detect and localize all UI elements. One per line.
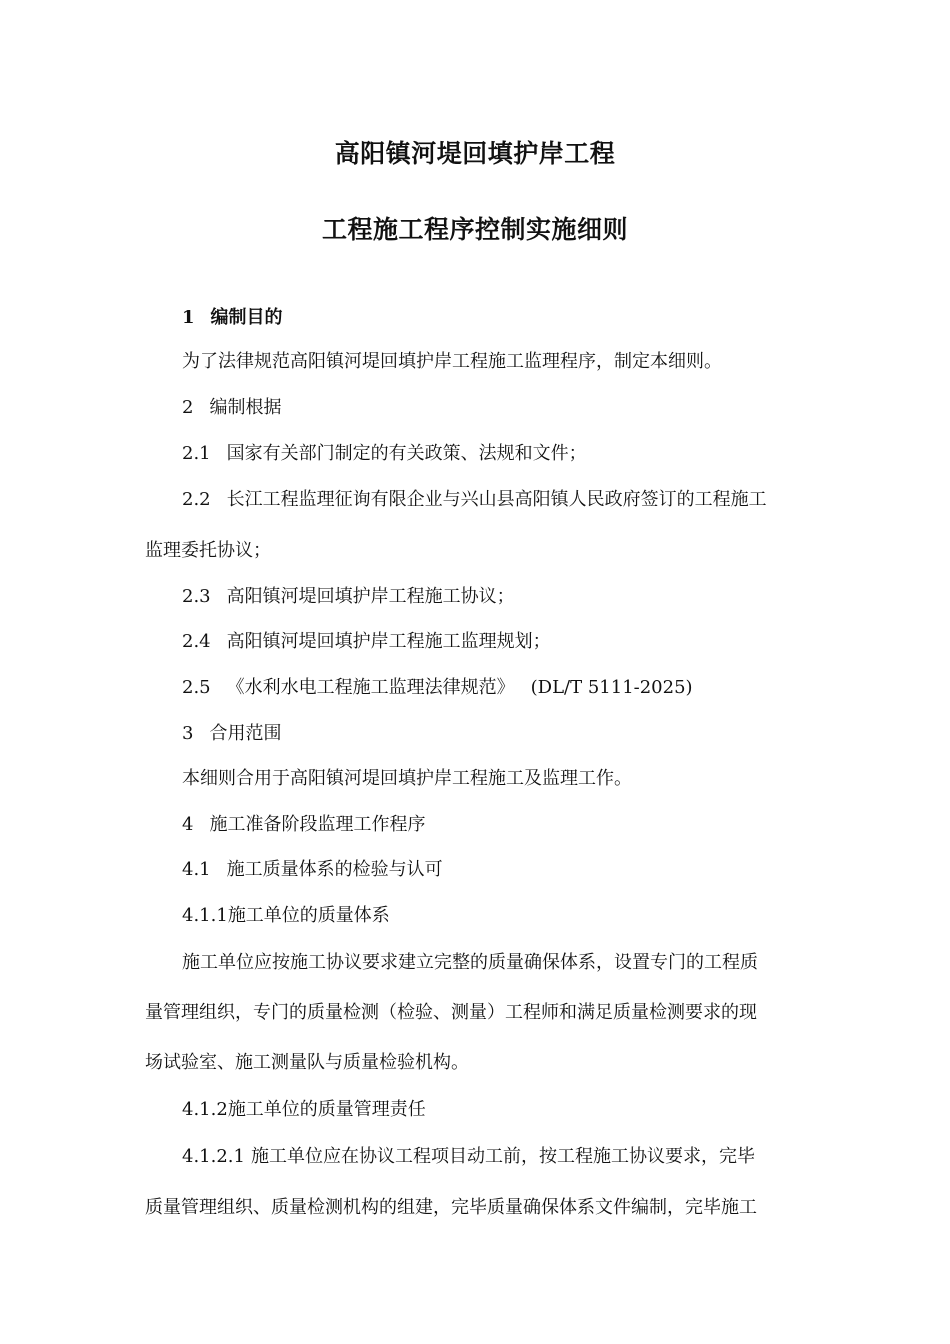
section-heading [182,812,425,838]
section-title: 编制根据 [209,397,282,418]
subsection-number: 4.1.2 [182,1099,228,1120]
clause-text: 施工单位应在协议工程项目动工前，按工程施工协议要求，完毕 [250,1146,755,1167]
item-text: 高阳镇河堤回填护岸工程施工协议； [226,586,515,607]
item-number: 2.5 [182,677,211,698]
subsection-title: 施工单位的质量体系 [227,905,390,926]
item-text: 高阳镇河堤回填护岸工程施工监理规划； [226,631,551,652]
subsection-number: 4.1.1 [182,905,228,926]
subsection-heading [182,903,390,929]
section-number: 1 [182,307,195,328]
section-title: 编制目的 [210,307,283,328]
list-item [182,675,693,701]
paragraph-line: 量管理组织，专门的质量检测（检验、测量）工程师和满足质量检测要求的现 [145,1002,757,1023]
paragraph-line: 质量管理组织、质量检测机构的组建，完毕质量确保体系文件编制，完毕施工 [145,1197,757,1218]
paragraph-line: 本细则合用于高阳镇河堤回填护岸工程施工及监理工作。 [182,768,632,789]
item-text: 国家有关部门制定的有关政策、法规和文件； [226,443,587,464]
document-title-line-2: 工程施工程序控制实施细则 [321,215,628,244]
document-title-line-1: 高阳镇河堤回填护岸工程 [334,139,616,168]
subsection-heading [182,1097,426,1123]
paragraph-line: 施工单位应按施工协议要求建立完整的质量确保体系，设置专门的工程质 [182,952,758,973]
list-item [182,441,587,467]
paragraph-line: 监理委托协议； [145,540,271,561]
paragraph-line: 为了法律规范高阳镇河堤回填护岸工程施工监理程序，制定本细则。 [182,351,722,372]
section-number: 3 [182,723,194,744]
paragraph-line [182,1144,755,1170]
section-title: 合用范围 [209,723,282,744]
list-item [182,584,515,610]
subsection-heading [182,857,443,883]
item-number: 2.3 [182,586,211,607]
item-text: 长江工程监理征询有限企业与兴山县高阳镇人民政府签订的工程施工 [226,489,767,510]
item-text: 《水利水电工程施工监理法律规范》 [226,677,515,698]
list-item [182,629,551,655]
section-title: 施工准备阶段监理工作程序 [209,814,426,835]
clause-number: 4.1.2.1 [182,1146,245,1167]
subsection-number: 4.1 [182,859,211,880]
item-number: 2.1 [182,443,211,464]
paragraph-line: 场试验室、施工测量队与质量检验机构。 [145,1052,469,1073]
section-heading [182,305,283,331]
section-number: 2 [182,397,194,418]
standard-code: (DL/T 5111-2025) [530,677,693,698]
subsection-title: 施工单位的质量管理责任 [227,1099,426,1120]
list-item [182,487,767,513]
subsection-title: 施工质量体系的检验与认可 [226,859,443,880]
section-heading [182,721,281,747]
section-number: 4 [182,814,194,835]
item-number: 2.2 [182,489,211,510]
item-number: 2.4 [182,631,211,652]
section-heading [182,395,281,421]
